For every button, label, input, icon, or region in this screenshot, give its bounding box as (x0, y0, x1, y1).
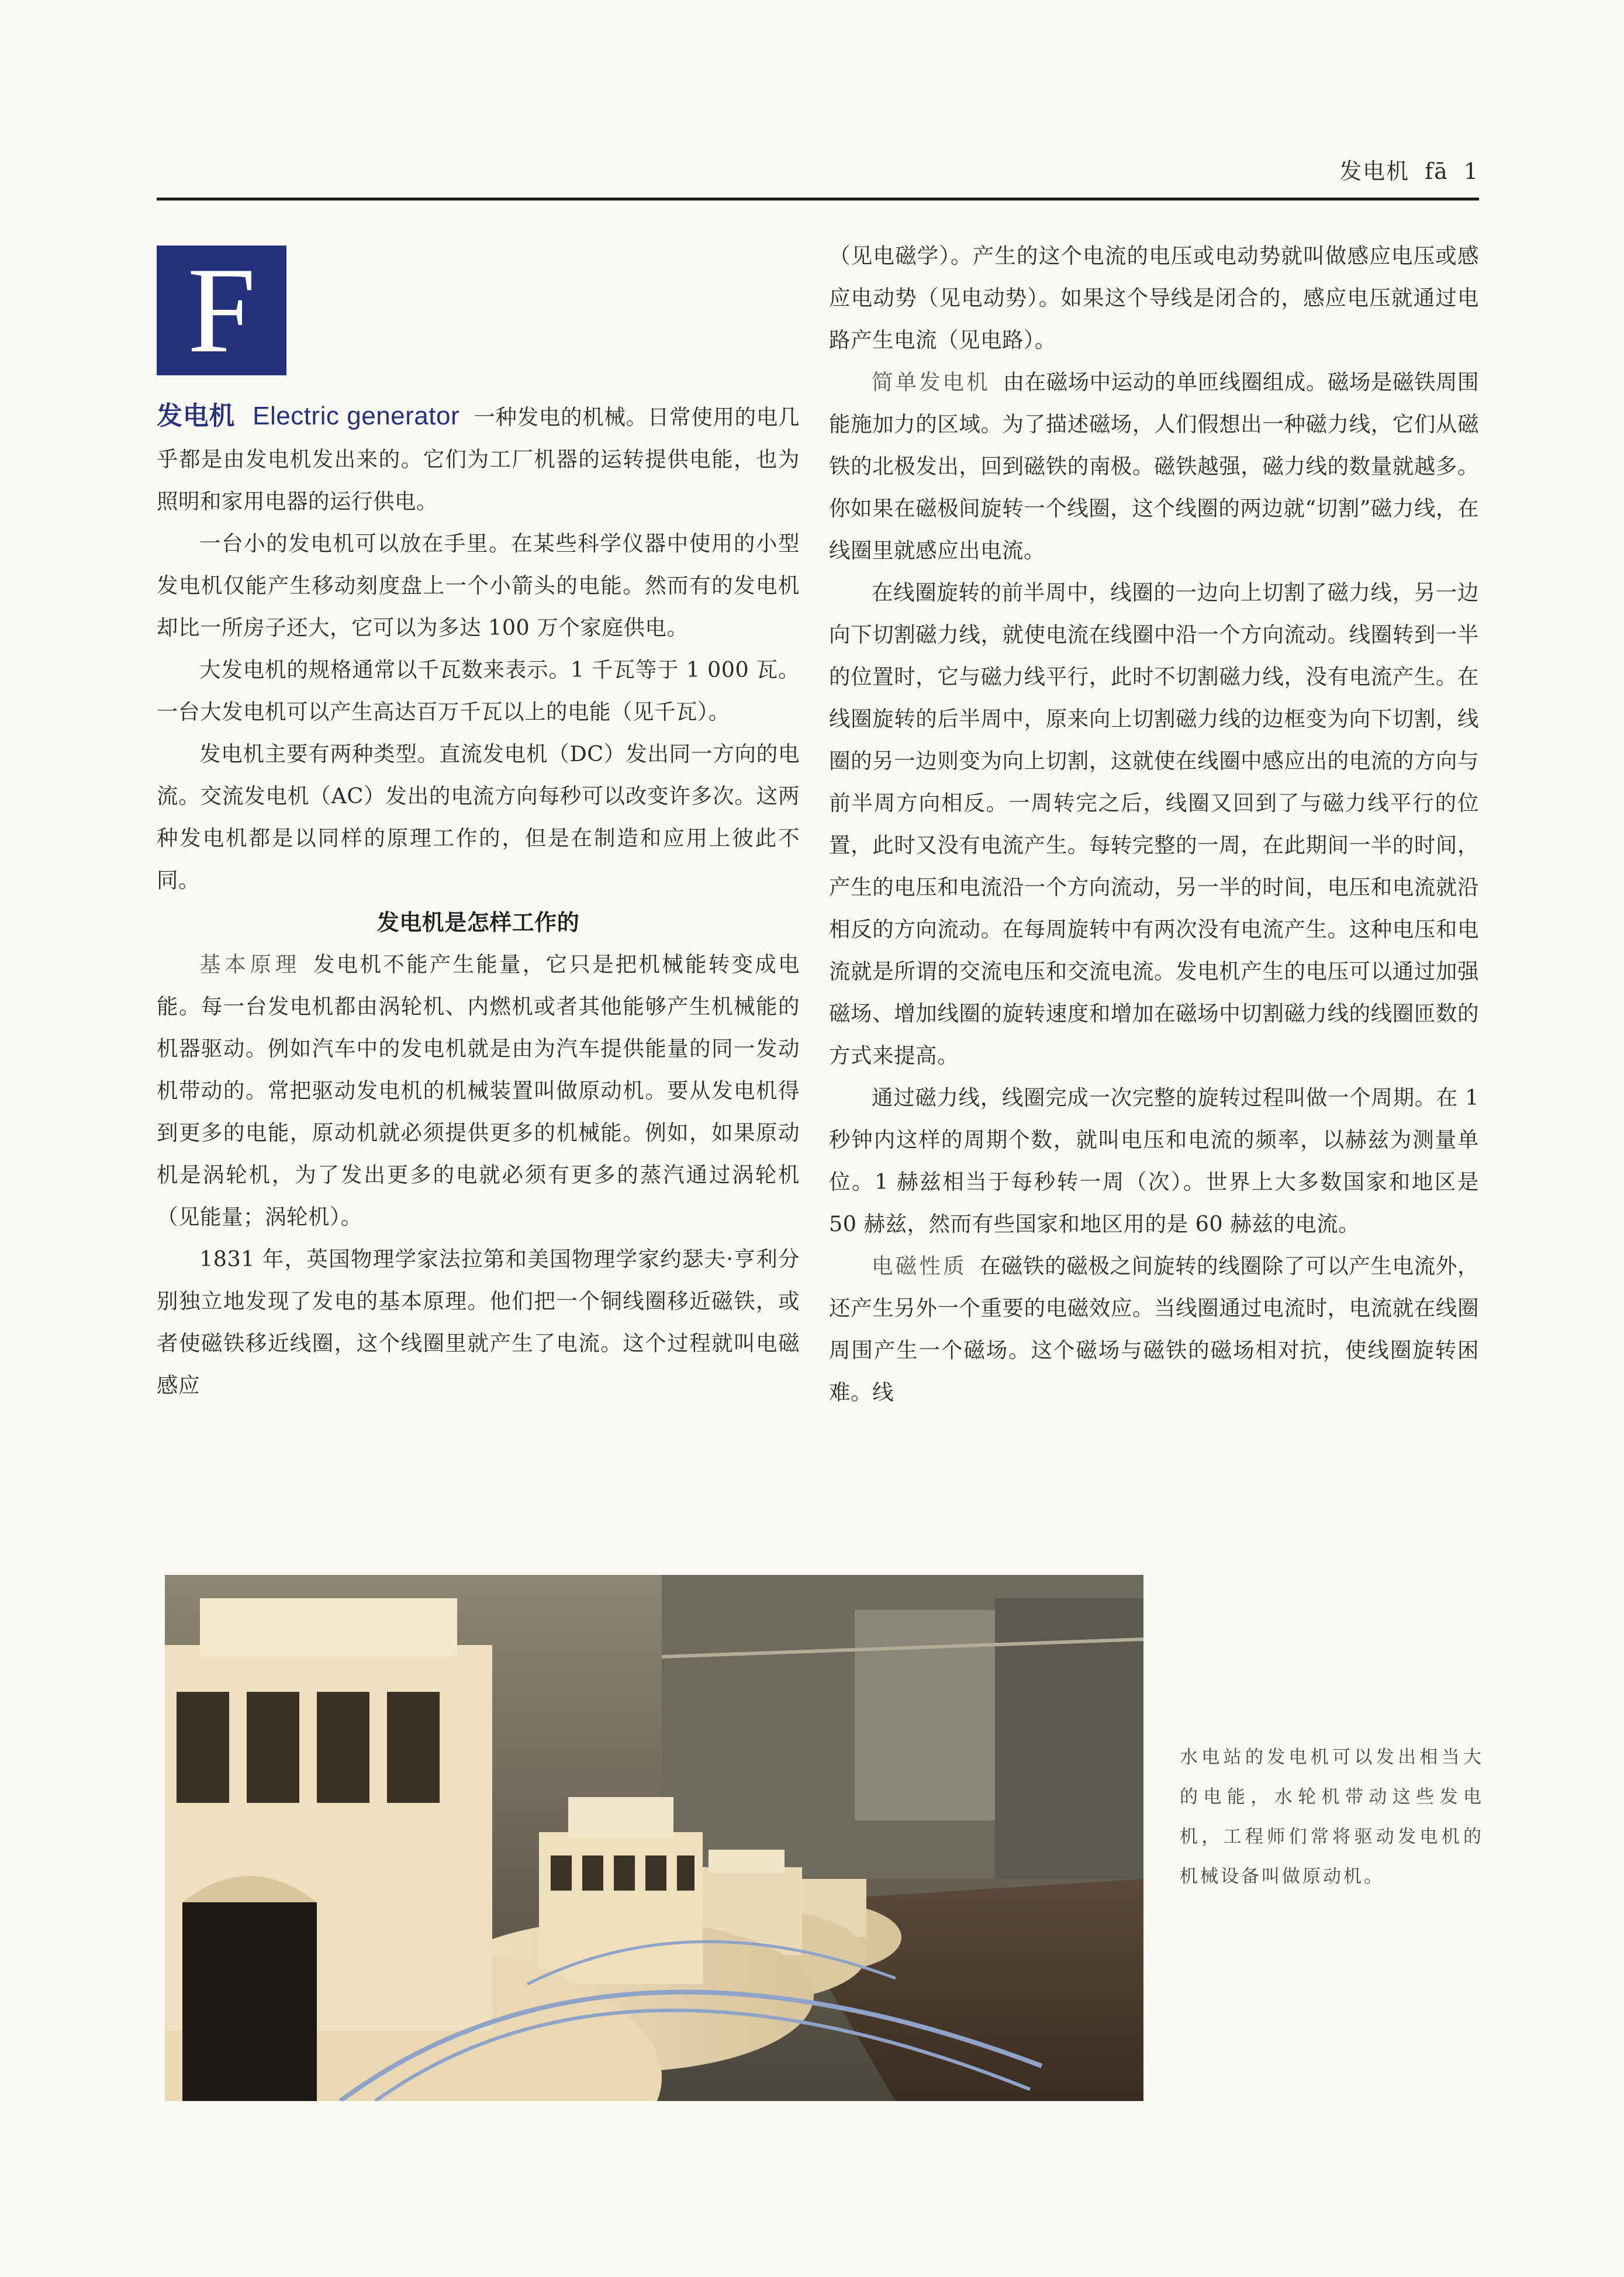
page-header (158, 147, 1479, 194)
generator-hall-photo (165, 1575, 1143, 2101)
section-initial (157, 243, 286, 378)
generator-hall-illustration (165, 1575, 1143, 2101)
run-in-heading: 简单发电机 (872, 369, 990, 395)
header-pinyin: fā (1425, 158, 1449, 184)
entry-intro-paragraph (157, 395, 800, 523)
paragraph: 一台小的发电机可以放在手里。在某些科学仪器中使用的小型发电机仅能产生移动刻度盘上一个小箭头的电能。然而有的发电机却比一所房子还大，它可以为多达 100 万个家庭供电。 (157, 531, 800, 640)
paragraph: （见电磁学）。产生的这个电流的电压或电动势就叫做感应电压或感应电动势（见电动势）。如果这个导线是闭合的，感应电压就通过电路产生电流（见电路）。 (829, 243, 1479, 353)
running-header (1324, 153, 1479, 185)
paragraph-text: 在磁铁的磁极之间旋转的线圈除了可以产生电流外，还产生另外一个重要的电磁效应。当线圈通过电流时，电流就在线圈周围产生一个磁场。这个磁场与磁铁的磁场相对抗，使线圈旋转困难。线 (829, 1253, 1480, 1405)
paragraph: 通过磁力线，线圈完成一次完整的旋转过程叫做一个周期。在 1 秒钟内这样的周期个数，就叫电压和电流的频率，以赫兹为测量单位。1 赫兹相当于每秒转一周（次）。世界上大多数国家和地区是 50 赫兹，然而有些国家和地区用的是 60 赫兹的电流。 (829, 1085, 1479, 1236)
paragraph (829, 1245, 1479, 1414)
entry-title-en: Electric generator (253, 402, 460, 430)
entry-intro-text: 一种发电的机械。日常使用的电几乎都是由发电机发出来的。它们为工厂机器的运转提供电能，也为照明和家用电器的运行供电。 (157, 405, 800, 514)
header-rule (157, 198, 1479, 201)
run-in-heading: 电磁性质 (872, 1253, 967, 1279)
section-heading: 发电机是怎样工作的 (376, 910, 580, 935)
left-column (157, 395, 800, 1407)
paragraph (157, 944, 800, 1238)
paragraph: 1831 年，英国物理学家法拉第和美国物理学家约瑟夫·亨利分别独立地发现了发电的基本原理。他们把一个铜线圈移近磁铁，或者使磁铁移近线圈，这个线圈里就产生了电流。这个过程就叫电磁感应 (157, 1246, 800, 1398)
section-initial-letter: F (187, 243, 256, 378)
run-in-heading: 基本原理 (199, 952, 300, 977)
paragraph: 在线圈旋转的前半周中，线圈的一边向上切割了磁力线，另一边向下切割磁力线，就使电流在线圈中沿一个方向流动。线圈转到一半的位置时，它与磁力线平行，此时不切割磁力线，没有电流产生。在线圈旋转的后半周中，原来向上切割磁力线的边框变为向下切割，线圈的另一边则变为向上切割，这就使在线圈中感应出的电流的方向与前半周方向相反。一周转完之后，线圈又回到了与磁力线平行的位置，此时又没有电流产生。每转完整的一周，在此期间一半的时间，产生的电压和电流沿一个方向流动，另一半的时间，电压和电流就沿相反的方向流动。在每周旋转中有两次没有电流产生。这种电压和电流就是所谓的交流电压和交流电流。发电机产生的电压可以通过加强磁场、增加线圈的旋转速度和增加在磁场中切割磁力线的线圈匝数的方式来提高。 (829, 580, 1479, 1068)
paragraph: 发电机主要有两种类型。直流发电机（DC）发出同一方向的电流。交流发电机（AC）发出的电流方向每秒可以改变许多次。这两种发电机都是以同样的原理工作的，但是在制造和应用上彼此不同。 (157, 741, 800, 893)
entry-title: 发电机 (157, 401, 236, 431)
paragraph-text: 由在磁场中运动的单匝线圈组成。磁场是磁铁周围能施加力的区域。为了描述磁场，人们假想出一种磁力线，它们从磁铁的北极发出，回到磁铁的南极。磁铁越强，磁力线的数量就越多。你如果在磁极间旋转一个线圈，这个线圈的两边就“切割”磁力线，在线圈里就感应出电流。 (829, 369, 1480, 563)
paragraph: 大发电机的规格通常以千瓦数来表示。1 千瓦等于 1 000 瓦。一台大发电机可以产生高达百万千瓦以上的电能（见千瓦）。 (157, 657, 800, 724)
right-column (829, 235, 1479, 1414)
paragraph-text: 发电机不能产生能量，它只是把机械能转变成电能。每一台发电机都由涡轮机、内燃机或者其他能够产生机械能的机器驱动。例如汽车中的发电机就是由为汽车提供能量的同一发动机带动的。常把驱动发电机的机械装置叫做原动机。要从发电机得到更多的电能，原动机就必须提供更多的机械能。例如，如果原动机是涡轮机，为了发出更多的电就必须有更多的蒸汽通过涡轮机（见能量；涡轮机）。 (157, 952, 800, 1229)
photo-caption: 水电站的发电机可以发出相当大的电能，水轮机带动这些发电机，工程师们常将驱动发电机的机械设备叫做原动机。 (1180, 1747, 1484, 1887)
paragraph (829, 361, 1479, 572)
header-title: 发电机 (1339, 158, 1410, 184)
page-number: 1 (1463, 158, 1479, 184)
